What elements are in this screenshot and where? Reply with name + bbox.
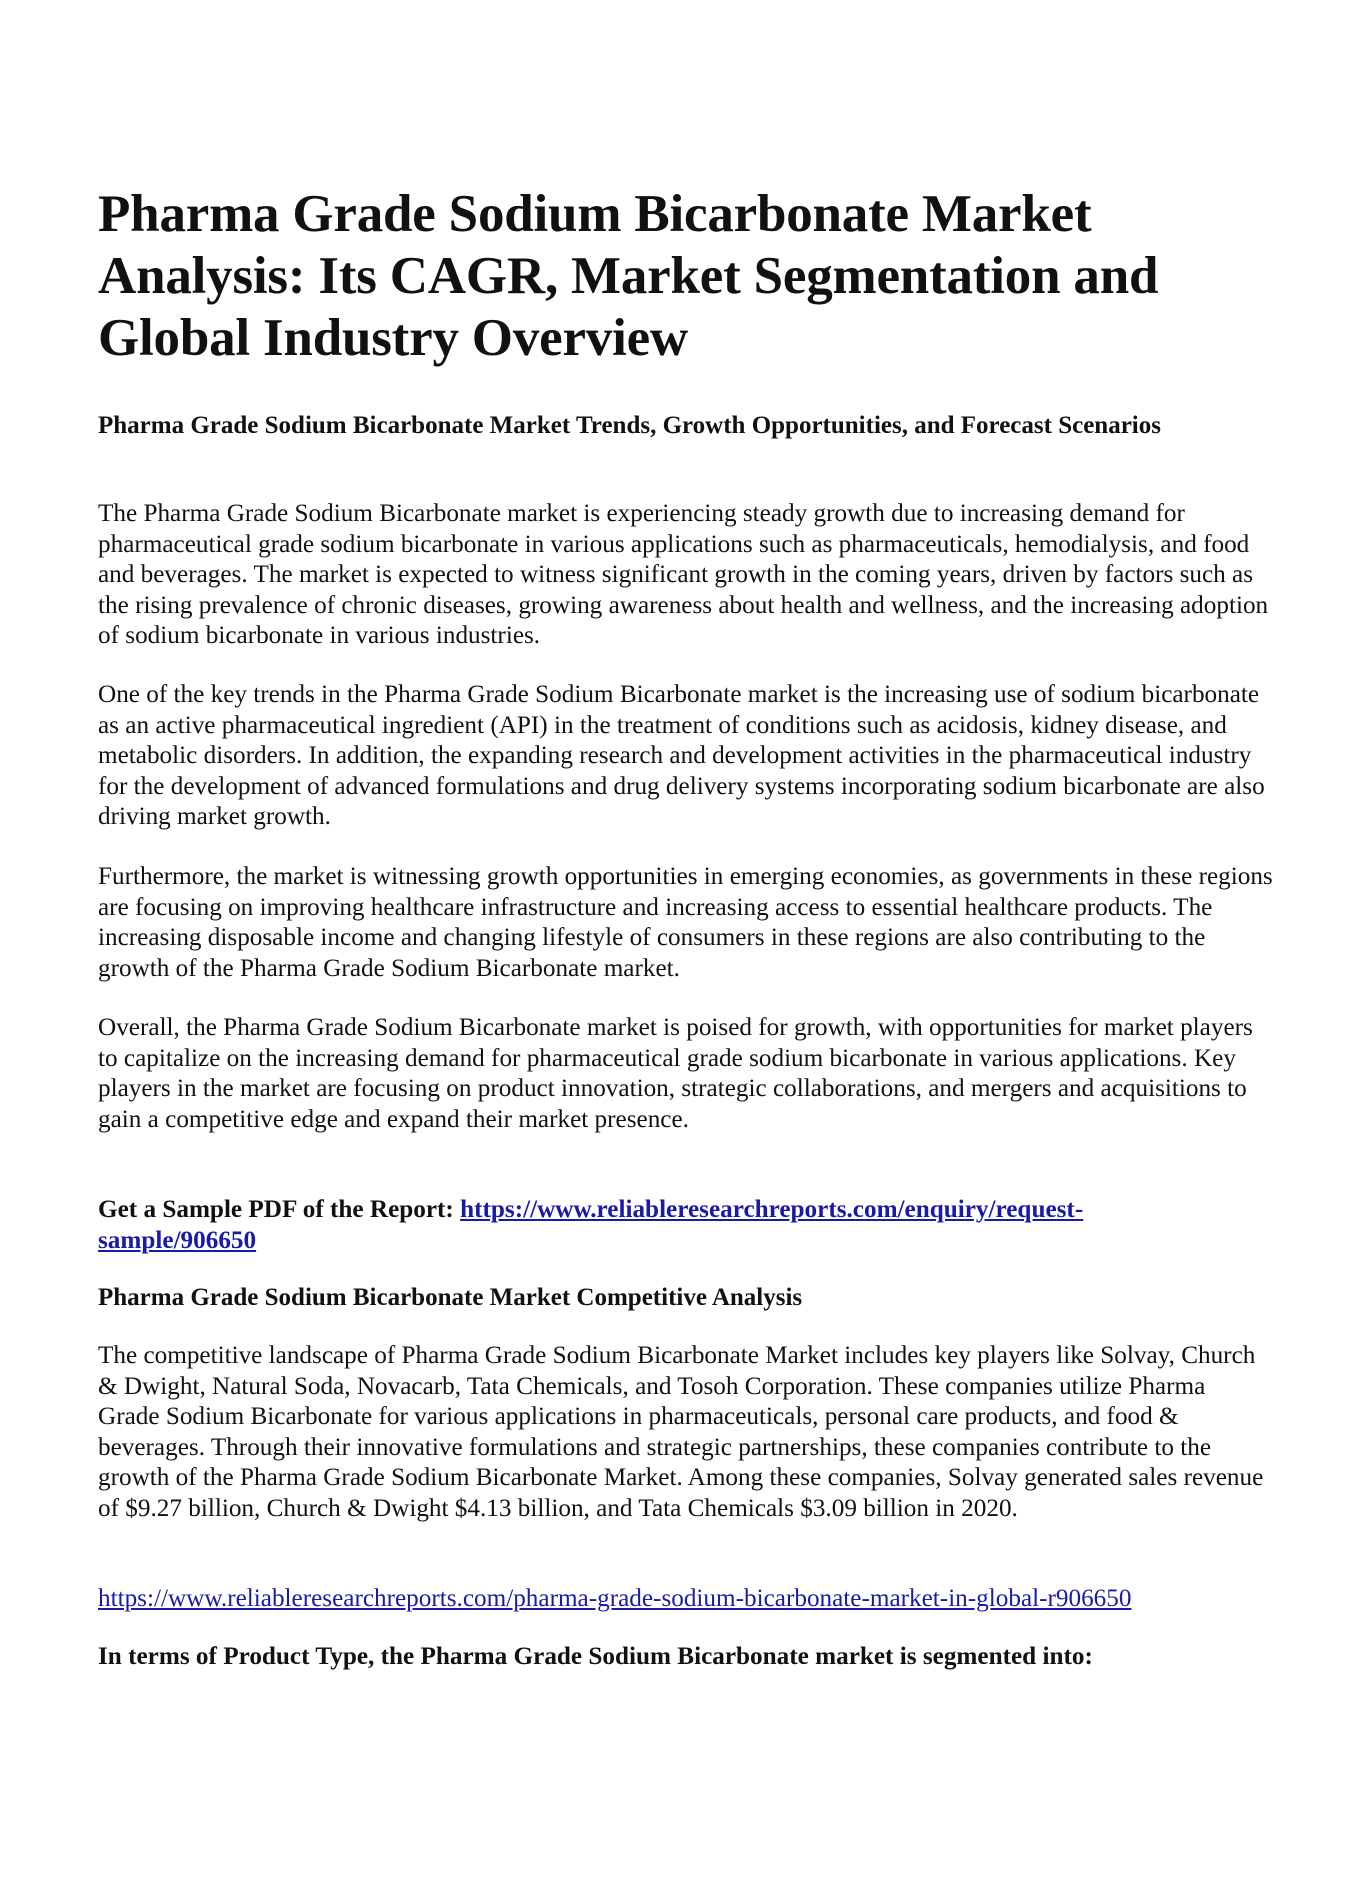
sample-pdf-line <box>98 1195 1198 1256</box>
sample-pdf-label: Get a Sample PDF of the Report: <box>98 1196 461 1223</box>
report-link-line <box>98 1584 1278 1615</box>
paragraph-growth-opportunities: Furthermore, the market is witnessing growth opportunities in emerging economies, as governments in these regions are focusing on improving healthcare infrastructure and increasing access to essential healthcare products. The increasing disposable income and changing lifestyle of consumers in these regions are also contributing to the growth of the Pharma Grade Sodium Bicarbonate market. <box>98 863 1273 982</box>
report-link[interactable]: https://www.reliableresearchreports.com/pharma-grade-sodium-bicarbonate-market-in-global-r906650 <box>98 1585 1132 1612</box>
paragraph-competitive-landscape: The competitive landscape of Pharma Grade Sodium Bicarbonate Market includes key players like Solvay, Church & Dwight, Natural Soda, Novacarb, Tata Chemicals, and Tosoh Corporation. These companies utilize Pharma Grade Sodium Bicarbonate for various applications in pharmaceuticals, personal care products, and food & beverages. Through their innovative formulations and strategic partnerships, these companies contribute to the growth of the Pharma Grade Sodium Bicarbonate Market. Among these companies, Solvay generated sales revenue of $9.27 billion, Church & Dwight $4.13 billion, and Tata Chemicals $3.09 billion in 2020. <box>98 1342 1264 1522</box>
section-heading-trends: Pharma Grade Sodium Bicarbonate Market Trends, Growth Opportunities, and Forecast Scenarios <box>98 412 1161 439</box>
sample-pdf-link[interactable]: https://www.reliableresearchreports.com/enquiry/request-sample/906650 <box>98 1196 1084 1254</box>
paragraph-overall-outlook: Overall, the Pharma Grade Sodium Bicarbonate market is poised for growth, with opportunities for market players to capitalize on the increasing demand for pharmaceutical grade sodium bicarbonate in various applications. Key players in the market are focusing on product innovation, strategic collaborations, and mergers and acquisitions to gain a competitive edge and expand their market presence. <box>98 1014 1253 1133</box>
section-heading-segmentation: In terms of Product Type, the Pharma Grade Sodium Bicarbonate market is segmented into: <box>98 1643 1093 1670</box>
section-heading-competitive: Pharma Grade Sodium Bicarbonate Market Competitive Analysis <box>98 1284 803 1311</box>
page-title: Pharma Grade Sodium Bicarbonate Market Analysis: Its CAGR, Market Segmentation and Global Industry Overview <box>98 185 1159 367</box>
paragraph-key-trends: One of the key trends in the Pharma Grade Sodium Bicarbonate market is the increasing use of sodium bicarbonate as an active pharmaceutical ingredient (API) in the treatment of conditions such as acidosis, kidney disease, and metabolic disorders. In addition, the expanding research and development activities in the pharmaceutical industry for the development of advanced formulations and drug delivery systems incorporating sodium bicarbonate are also driving market growth. <box>98 681 1265 830</box>
paragraph-market-overview: The Pharma Grade Sodium Bicarbonate market is experiencing steady growth due to increasing demand for pharmaceutical grade sodium bicarbonate in various applications such as pharmaceuticals, hemodialysis, and food and beverages. The market is expected to witness significant growth in the coming years, driven by factors such as the rising prevalence of chronic diseases, growing awareness about health and wellness, and the increasing adoption of sodium bicarbonate in various industries. <box>98 500 1269 649</box>
